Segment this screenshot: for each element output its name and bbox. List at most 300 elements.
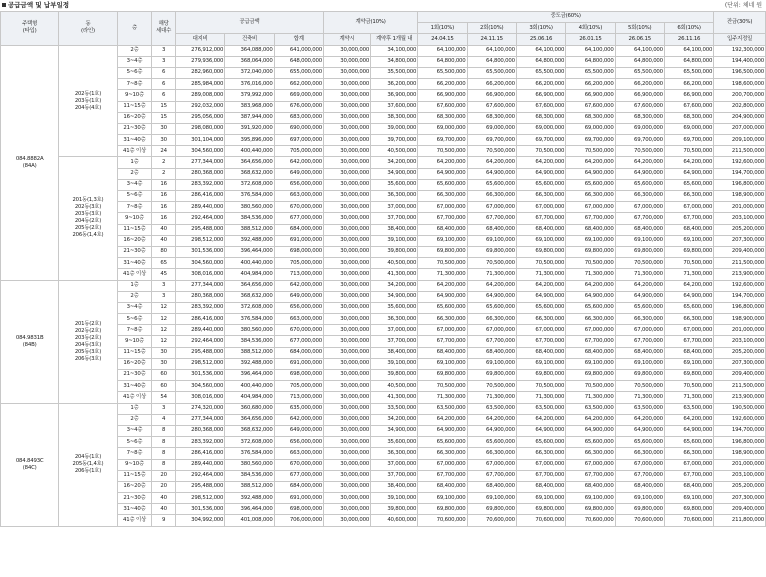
amount-cell: 705,000,000	[274, 258, 323, 269]
amount-cell: 205,200,000	[714, 347, 766, 358]
units-cell: 65	[152, 258, 176, 269]
amount-cell: 65,600,000	[615, 302, 664, 313]
amount-cell: 67,000,000	[418, 325, 467, 336]
amount-cell: 67,700,000	[615, 213, 664, 224]
amount-cell: 30,000,000	[324, 403, 371, 414]
amount-cell: 67,700,000	[516, 470, 565, 481]
amount-cell: 401,008,000	[225, 515, 274, 526]
amount-cell: 71,300,000	[418, 269, 467, 280]
amount-cell: 69,100,000	[418, 235, 467, 246]
amount-cell: 34,200,000	[371, 280, 418, 291]
amount-cell: 63,500,000	[664, 403, 713, 414]
amount-cell: 69,100,000	[664, 358, 713, 369]
amount-cell: 279,936,000	[175, 56, 224, 67]
amount-cell: 65,600,000	[566, 437, 615, 448]
amount-cell: 392,488,000	[225, 235, 274, 246]
amount-cell: 30,000,000	[324, 336, 371, 347]
units-cell: 6	[152, 67, 176, 78]
amount-cell: 63,500,000	[516, 403, 565, 414]
amount-cell: 64,200,000	[664, 280, 713, 291]
amount-cell: 30,000,000	[324, 448, 371, 459]
amount-cell: 65,600,000	[566, 179, 615, 190]
amount-cell: 30,000,000	[324, 112, 371, 123]
header-contract-1: 계약시	[324, 34, 371, 45]
units-cell: 54	[152, 392, 176, 403]
amount-cell: 66,200,000	[516, 79, 565, 90]
table-row	[1, 280, 766, 291]
amount-cell: 368,632,000	[225, 291, 274, 302]
amount-cell: 376,016,000	[225, 79, 274, 90]
amount-cell: 35,500,000	[371, 67, 418, 78]
amount-cell: 198,600,000	[714, 79, 766, 90]
amount-cell: 67,700,000	[615, 470, 664, 481]
amount-cell: 70,500,000	[566, 381, 615, 392]
amount-cell: 30,000,000	[324, 224, 371, 235]
header-mid-5: 5회(10%)	[615, 23, 664, 34]
units-cell: 60	[152, 370, 176, 381]
amount-cell: 203,100,000	[714, 336, 766, 347]
amount-cell: 295,488,000	[175, 481, 224, 492]
amount-cell: 68,400,000	[418, 481, 467, 492]
amount-cell: 66,200,000	[664, 79, 713, 90]
amount-cell: 201,000,000	[714, 459, 766, 470]
units-cell: 16	[152, 213, 176, 224]
header-mid-1: 1회(10%)	[418, 23, 467, 34]
amount-cell: 64,100,000	[664, 45, 713, 56]
amount-cell: 207,300,000	[714, 358, 766, 369]
amount-cell: 66,300,000	[467, 314, 516, 325]
amount-cell: 30,000,000	[324, 179, 371, 190]
amount-cell: 71,300,000	[467, 269, 516, 280]
amount-cell: 69,000,000	[467, 123, 516, 134]
amount-cell: 64,100,000	[467, 45, 516, 56]
amount-cell: 384,536,000	[225, 470, 274, 481]
amount-cell: 68,300,000	[664, 112, 713, 123]
units-cell: 12	[152, 325, 176, 336]
amount-cell: 39,700,000	[371, 135, 418, 146]
header-floor: 층	[117, 12, 152, 46]
amount-cell: 211,500,000	[714, 381, 766, 392]
amount-cell: 40,500,000	[371, 146, 418, 157]
amount-cell: 298,512,000	[175, 235, 224, 246]
amount-cell: 276,912,000	[175, 45, 224, 56]
amount-cell: 30,000,000	[324, 392, 371, 403]
amount-cell: 207,000,000	[714, 123, 766, 134]
amount-cell: 69,100,000	[418, 493, 467, 504]
amount-cell: 295,056,000	[175, 112, 224, 123]
amount-cell: 194,700,000	[714, 168, 766, 179]
amount-cell: 392,488,000	[225, 358, 274, 369]
amount-cell: 192,600,000	[714, 157, 766, 168]
amount-cell: 68,400,000	[615, 481, 664, 492]
amount-cell: 68,400,000	[566, 481, 615, 492]
amount-cell: 201,000,000	[714, 325, 766, 336]
amount-cell: 69,800,000	[664, 246, 713, 257]
amount-cell: 71,300,000	[664, 269, 713, 280]
amount-cell: 706,000,000	[274, 515, 323, 526]
amount-cell: 71,300,000	[566, 269, 615, 280]
amount-cell: 64,800,000	[664, 56, 713, 67]
units-cell: 20	[152, 470, 176, 481]
amount-cell: 213,900,000	[714, 392, 766, 403]
amount-cell: 64,900,000	[516, 291, 565, 302]
amount-cell: 204,900,000	[714, 112, 766, 123]
amount-cell: 64,200,000	[566, 157, 615, 168]
floor-cell: 21~30층	[117, 123, 152, 134]
amount-cell: 684,000,000	[274, 481, 323, 492]
amount-cell: 67,700,000	[467, 336, 516, 347]
floor-cell: 2층	[117, 168, 152, 179]
amount-cell: 209,400,000	[714, 246, 766, 257]
amount-cell: 677,000,000	[274, 213, 323, 224]
amount-cell: 70,500,000	[566, 146, 615, 157]
amount-cell: 663,000,000	[274, 191, 323, 202]
amount-cell: 30,000,000	[324, 246, 371, 257]
amount-cell: 64,100,000	[615, 45, 664, 56]
amount-cell: 67,600,000	[467, 101, 516, 112]
units-cell: 3	[152, 56, 176, 67]
amount-cell: 277,344,000	[175, 280, 224, 291]
amount-cell: 67,600,000	[418, 101, 467, 112]
amount-cell: 69,800,000	[615, 504, 664, 515]
amount-cell: 70,500,000	[467, 381, 516, 392]
amount-cell: 66,300,000	[467, 448, 516, 459]
amount-cell: 280,368,000	[175, 425, 224, 436]
amount-cell: 64,200,000	[516, 414, 565, 425]
amount-cell: 39,800,000	[371, 504, 418, 515]
amount-cell: 383,968,000	[225, 101, 274, 112]
amount-cell: 38,300,000	[371, 112, 418, 123]
amount-cell: 66,900,000	[467, 90, 516, 101]
amount-cell: 69,100,000	[664, 493, 713, 504]
amount-cell: 70,500,000	[664, 258, 713, 269]
floor-cell: 16~20층	[117, 358, 152, 369]
amount-cell: 65,600,000	[664, 179, 713, 190]
floor-cell: 1층	[117, 403, 152, 414]
amount-cell: 66,900,000	[566, 90, 615, 101]
amount-cell: 690,000,000	[274, 123, 323, 134]
amount-cell: 66,300,000	[664, 191, 713, 202]
amount-cell: 372,608,000	[225, 302, 274, 313]
amount-cell: 41,300,000	[371, 392, 418, 403]
amount-cell: 277,344,000	[175, 414, 224, 425]
amount-cell: 64,800,000	[615, 56, 664, 67]
floor-cell: 1층	[117, 157, 152, 168]
amount-cell: 64,900,000	[664, 168, 713, 179]
amount-cell: 70,500,000	[467, 258, 516, 269]
amount-cell: 64,200,000	[418, 280, 467, 291]
amount-cell: 67,000,000	[615, 325, 664, 336]
amount-cell: 656,000,000	[274, 179, 323, 190]
floor-cell: 16~20층	[117, 112, 152, 123]
amount-cell: 194,700,000	[714, 291, 766, 302]
amount-cell: 69,700,000	[516, 135, 565, 146]
floor-cell: 7~8층	[117, 202, 152, 213]
amount-cell: 69,800,000	[615, 370, 664, 381]
amount-cell: 66,300,000	[566, 448, 615, 459]
amount-cell: 298,080,000	[175, 123, 224, 134]
amount-cell: 211,500,000	[714, 146, 766, 157]
amount-cell: 64,200,000	[467, 414, 516, 425]
units-cell: 6	[152, 90, 176, 101]
amount-cell: 34,900,000	[371, 425, 418, 436]
amount-cell: 30,000,000	[324, 123, 371, 134]
amount-cell: 30,000,000	[324, 515, 371, 526]
amount-cell: 39,100,000	[371, 235, 418, 246]
amount-cell: 34,800,000	[371, 56, 418, 67]
amount-cell: 64,200,000	[615, 414, 664, 425]
amount-cell: 67,000,000	[467, 459, 516, 470]
amount-cell: 376,584,000	[225, 314, 274, 325]
amount-cell: 67,000,000	[467, 202, 516, 213]
amount-cell: 70,500,000	[418, 146, 467, 157]
amount-cell: 64,900,000	[467, 291, 516, 302]
amount-cell: 387,944,000	[225, 112, 274, 123]
floor-cell: 7~8층	[117, 325, 152, 336]
amount-cell: 68,300,000	[467, 112, 516, 123]
amount-cell: 69,800,000	[516, 246, 565, 257]
amount-cell: 69,800,000	[566, 246, 615, 257]
amount-cell: 30,000,000	[324, 280, 371, 291]
amount-cell: 30,000,000	[324, 302, 371, 313]
amount-cell: 396,464,000	[225, 504, 274, 515]
amount-cell: 70,500,000	[664, 146, 713, 157]
amount-cell: 669,000,000	[274, 90, 323, 101]
amount-cell: 70,500,000	[516, 381, 565, 392]
amount-cell: 289,008,000	[175, 90, 224, 101]
units-cell: 4	[152, 414, 176, 425]
amount-cell: 649,000,000	[274, 425, 323, 436]
amount-cell: 40,500,000	[371, 258, 418, 269]
amount-cell: 37,700,000	[371, 213, 418, 224]
amount-cell: 286,416,000	[175, 448, 224, 459]
amount-cell: 384,536,000	[225, 336, 274, 347]
header-land: 대지비	[175, 34, 224, 45]
amount-cell: 71,300,000	[418, 392, 467, 403]
amount-cell: 64,200,000	[467, 280, 516, 291]
amount-cell: 642,000,000	[274, 157, 323, 168]
amount-cell: 67,700,000	[664, 470, 713, 481]
amount-cell: 66,900,000	[418, 90, 467, 101]
amount-cell: 404,984,000	[225, 269, 274, 280]
amount-cell: 691,000,000	[274, 235, 323, 246]
amount-cell: 64,900,000	[516, 168, 565, 179]
amount-cell: 35,600,000	[371, 179, 418, 190]
amount-cell: 67,000,000	[566, 459, 615, 470]
amount-cell: 69,100,000	[615, 235, 664, 246]
amount-cell: 67,700,000	[467, 470, 516, 481]
amount-cell: 211,800,000	[714, 515, 766, 526]
amount-cell: 69,100,000	[418, 358, 467, 369]
amount-cell: 301,536,000	[175, 246, 224, 257]
amount-cell: 65,500,000	[467, 67, 516, 78]
amount-cell: 40,500,000	[371, 381, 418, 392]
amount-cell: 292,032,000	[175, 101, 224, 112]
amount-cell: 30,000,000	[324, 90, 371, 101]
amount-cell: 205,200,000	[714, 481, 766, 492]
header-balance-date: 입주지정일	[714, 34, 766, 45]
amount-cell: 304,560,000	[175, 258, 224, 269]
units-cell: 30	[152, 358, 176, 369]
floor-cell: 5~6층	[117, 314, 152, 325]
amount-cell: 67,700,000	[516, 336, 565, 347]
amount-cell: 301,104,000	[175, 135, 224, 146]
units-cell: 3	[152, 45, 176, 56]
header-mid-date-3: 25.06.16	[516, 34, 565, 45]
amount-cell: 308,016,000	[175, 392, 224, 403]
amount-cell: 37,000,000	[371, 202, 418, 213]
amount-cell: 289,440,000	[175, 202, 224, 213]
amount-cell: 69,000,000	[664, 123, 713, 134]
units-cell: 8	[152, 459, 176, 470]
floor-cell: 21~30층	[117, 370, 152, 381]
amount-cell: 400,440,000	[225, 258, 274, 269]
amount-cell: 30,000,000	[324, 325, 371, 336]
floor-cell: 2층	[117, 45, 152, 56]
amount-cell: 64,900,000	[566, 291, 615, 302]
amount-cell: 663,000,000	[274, 314, 323, 325]
amount-cell: 36,200,000	[371, 79, 418, 90]
floor-cell: 9~10층	[117, 459, 152, 470]
amount-cell: 67,700,000	[418, 336, 467, 347]
amount-cell: 71,300,000	[664, 392, 713, 403]
amount-cell: 67,700,000	[418, 470, 467, 481]
amount-cell: 192,600,000	[714, 414, 766, 425]
amount-cell: 37,600,000	[371, 101, 418, 112]
amount-cell: 64,200,000	[516, 280, 565, 291]
header-units: 해당 세대수	[152, 12, 176, 46]
amount-cell: 65,500,000	[664, 67, 713, 78]
amount-cell: 388,512,000	[225, 481, 274, 492]
amount-cell: 196,800,000	[714, 302, 766, 313]
amount-cell: 64,200,000	[615, 157, 664, 168]
amount-cell: 196,800,000	[714, 437, 766, 448]
amount-cell: 65,600,000	[418, 179, 467, 190]
amount-cell: 211,500,000	[714, 258, 766, 269]
type-cell: 084.8882A (84A)	[1, 45, 59, 280]
amount-cell: 691,000,000	[274, 493, 323, 504]
units-cell: 2	[152, 157, 176, 168]
amount-cell: 209,100,000	[714, 135, 766, 146]
amount-cell: 69,800,000	[467, 504, 516, 515]
amount-cell: 30,000,000	[324, 191, 371, 202]
amount-cell: 66,300,000	[566, 314, 615, 325]
amount-cell: 190,500,000	[714, 403, 766, 414]
amount-cell: 65,600,000	[418, 302, 467, 313]
amount-cell: 67,000,000	[615, 459, 664, 470]
amount-cell: 68,300,000	[516, 112, 565, 123]
amount-cell: 30,000,000	[324, 481, 371, 492]
amount-cell: 30,000,000	[324, 370, 371, 381]
floor-cell: 9~10층	[117, 336, 152, 347]
header-middle: 중도금(60%)	[418, 12, 714, 23]
amount-cell: 66,300,000	[615, 314, 664, 325]
amount-cell: 34,900,000	[371, 168, 418, 179]
section-title: 공급금액 및 납부일정	[2, 0, 69, 9]
amount-cell: 642,000,000	[274, 414, 323, 425]
amount-cell: 71,300,000	[516, 269, 565, 280]
amount-cell: 670,000,000	[274, 202, 323, 213]
amount-cell: 67,000,000	[418, 202, 467, 213]
amount-cell: 65,500,000	[418, 67, 467, 78]
table-row	[1, 403, 766, 414]
units-cell: 2	[152, 168, 176, 179]
amount-cell: 65,600,000	[664, 302, 713, 313]
amount-cell: 66,300,000	[418, 448, 467, 459]
amount-cell: 70,600,000	[467, 515, 516, 526]
header-mid-3: 3회(10%)	[516, 23, 565, 34]
amount-cell: 69,700,000	[664, 135, 713, 146]
header-mid-date-5: 26.06.15	[615, 34, 664, 45]
amount-cell: 70,500,000	[516, 258, 565, 269]
amount-cell: 286,416,000	[175, 191, 224, 202]
price-table	[0, 11, 766, 527]
amount-cell: 37,000,000	[371, 325, 418, 336]
amount-cell: 65,600,000	[664, 437, 713, 448]
amount-cell: 662,000,000	[274, 79, 323, 90]
amount-cell: 69,000,000	[516, 123, 565, 134]
units-cell: 16	[152, 202, 176, 213]
amount-cell: 69,800,000	[615, 246, 664, 257]
amount-cell: 64,200,000	[566, 414, 615, 425]
amount-cell: 40,600,000	[371, 515, 418, 526]
amount-cell: 36,300,000	[371, 314, 418, 325]
amount-cell: 66,200,000	[467, 79, 516, 90]
amount-cell: 64,900,000	[467, 425, 516, 436]
floor-cell: 11~15층	[117, 470, 152, 481]
amount-cell: 30,000,000	[324, 135, 371, 146]
units-cell: 40	[152, 493, 176, 504]
floor-cell: 2층	[117, 414, 152, 425]
amount-cell: 64,200,000	[418, 414, 467, 425]
units-cell: 15	[152, 101, 176, 112]
amount-cell: 713,000,000	[274, 392, 323, 403]
amount-cell: 64,200,000	[418, 157, 467, 168]
amount-cell: 677,000,000	[274, 470, 323, 481]
header-mid-date-6: 26.11.16	[664, 34, 713, 45]
floor-cell: 2층	[117, 291, 152, 302]
amount-cell: 376,584,000	[225, 448, 274, 459]
amount-cell: 66,200,000	[566, 79, 615, 90]
amount-cell: 69,000,000	[566, 123, 615, 134]
amount-cell: 301,536,000	[175, 370, 224, 381]
amount-cell: 67,000,000	[664, 325, 713, 336]
amount-cell: 292,464,000	[175, 213, 224, 224]
units-cell: 12	[152, 302, 176, 313]
amount-cell: 207,300,000	[714, 493, 766, 504]
amount-cell: 304,992,000	[175, 515, 224, 526]
amount-cell: 69,800,000	[664, 504, 713, 515]
header-mid-date-2: 24.11.15	[467, 34, 516, 45]
units-cell: 9	[152, 515, 176, 526]
units-cell: 8	[152, 437, 176, 448]
amount-cell: 64,900,000	[664, 425, 713, 436]
amount-cell: 30,000,000	[324, 414, 371, 425]
dong-cell: 204동(1호) 205동(1,4호) 206동(1호)	[59, 403, 117, 526]
amount-cell: 71,300,000	[516, 392, 565, 403]
amount-cell: 30,000,000	[324, 314, 371, 325]
amount-cell: 70,600,000	[566, 515, 615, 526]
units-cell: 40	[152, 235, 176, 246]
units-cell: 6	[152, 79, 176, 90]
amount-cell: 65,600,000	[418, 437, 467, 448]
amount-cell: 194,400,000	[714, 56, 766, 67]
amount-cell: 364,088,000	[225, 45, 274, 56]
type-cell: 084.8493C (84C)	[1, 403, 59, 526]
amount-cell: 66,900,000	[664, 90, 713, 101]
units-cell: 16	[152, 191, 176, 202]
amount-cell: 388,512,000	[225, 224, 274, 235]
